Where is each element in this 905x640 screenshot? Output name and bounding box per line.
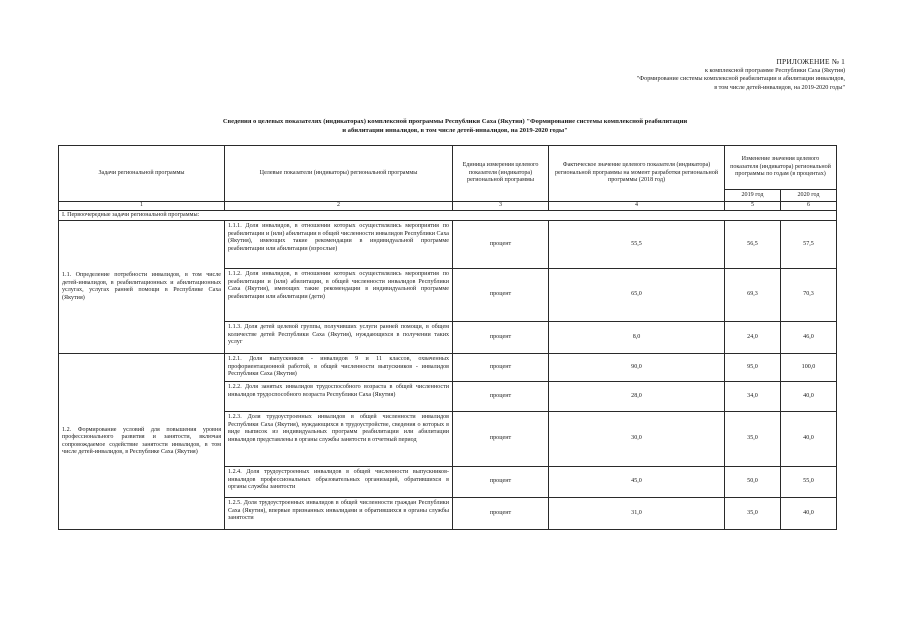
value-2019-cell: 56,5 [725,221,781,269]
unit-cell: процент [453,412,549,467]
value-2019-cell: 34,0 [725,382,781,412]
fact-cell: 55,5 [549,221,725,269]
table-row [59,221,837,269]
section-row [59,210,837,221]
value-2020-cell: 46,0 [781,322,837,354]
fact-cell: 65,0 [549,269,725,322]
value-2020-cell: 40,0 [781,412,837,467]
column-numbers-row [59,202,837,211]
unit-cell: процент [453,322,549,354]
appendix-line-3: в том числе детей-инвалидов, на 2019-2020 годы" [714,83,845,91]
value-2020-cell: 70,3 [781,269,837,322]
document-title [160,117,750,135]
unit-cell: процент [453,354,549,382]
indicators-table [58,145,837,530]
header-indicators: Целевые показатели (индикаторы) региональной программы [225,146,453,202]
fact-cell: 45,0 [549,467,725,498]
header-unit: Единица измерения целевого показателя (индикатора) региональной программы [453,146,549,202]
indicator-cell: 1.2.3. Доля трудоустроенных инвалидов в общей численности инвалидов Республики Саха (Якутия), нуждающихся в трудоустройстве, сведения о которых в виде выписок из индивидуальных программ реабилитации или абилитации инвалидов представлены в органы службы занятости в отчетный период [225,412,453,467]
title-line-2: и абилитации инвалидов, в том числе детей-инвалидов, на 2019-2020 годы" [342,127,568,134]
value-2019-cell: 24,0 [725,322,781,354]
column-number: 4 [549,202,725,211]
fact-cell: 8,0 [549,322,725,354]
task-cell: 1.2. Формирование условий для повышения уровня профессионального развития и занятости, включая сопровождаемое содействие занятости инвалидов, в том числе детей-инвалидов, в Республике Саха (Якутия) [59,354,225,530]
appendix-header [545,58,845,92]
header-year-2019: 2019 год [725,190,781,202]
value-2020-cell: 40,0 [781,498,837,530]
column-number: 1 [59,202,225,211]
appendix-heading: ПРИЛОЖЕНИЕ № 1 [776,57,845,66]
indicator-cell: 1.2.4. Доля трудоустроенных инвалидов в общей численности выпускников-инвалидов профессиональных образовательных организаций, обратившихся в органы службы занятости [225,467,453,498]
value-2020-cell: 55,0 [781,467,837,498]
fact-cell: 30,0 [549,412,725,467]
indicator-cell: 1.2.1. Доля выпускников - инвалидов 9 и 11 классов, охваченных профориентационной работой, в общей численности выпускников - инвалидов Республики Саха (Якутия) [225,354,453,382]
unit-cell: процент [453,382,549,412]
indicator-cell: 1.1.3. Доля детей целевой группы, получивших услуги ранней помощи, в общем количестве детей Республики Саха (Якутия), нуждающихся в получении таких услуг [225,322,453,354]
column-number: 5 [725,202,781,211]
value-2019-cell: 35,0 [725,412,781,467]
value-2020-cell: 40,0 [781,382,837,412]
table-row [59,354,837,382]
indicator-cell: 1.1.1. Доля инвалидов, в отношении которых осуществлялись мероприятия по реабилитации и (или) абилитации в общей численности инвалидов Республики Саха (Якутия), имеющих такие рекомендации в индивидуальной программе реабилитации или абилитации (взрослые) [225,221,453,269]
fact-cell: 31,0 [549,498,725,530]
task-cell: 1.1. Определение потребности инвалидов, в том числе детей-инвалидов, в реабилитационных и абилитационных услугах, услугах ранней помощи в Республике Саха (Якутия) [59,221,225,354]
value-2020-cell: 57,5 [781,221,837,269]
column-number: 3 [453,202,549,211]
value-2019-cell: 69,3 [725,269,781,322]
title-line-1: Сведения о целевых показателях (индикаторах) комплексной программы Республики Саха (Якутия) "Формирование системы комплексной реабилитации [222,118,688,125]
header-change: Изменение значения целевого показателя (индикатора) региональной программы по годам (в процентах) [725,146,837,190]
unit-cell: процент [453,498,549,530]
indicator-cell: 1.2.5. Доля трудоустроенных инвалидов в общей численности граждан Республики Саха (Якутия), впервые признанных инвалидами и обратившихся в органы службы занятости [225,498,453,530]
unit-cell: процент [453,221,549,269]
column-number: 2 [225,202,453,211]
column-number: 6 [781,202,837,211]
fact-cell: 90,0 [549,354,725,382]
section-title: I. Первоочередные задачи региональной программы: [59,210,837,221]
header-tasks: Задачи региональной программы [59,146,225,202]
header-row [59,146,837,190]
value-2019-cell: 95,0 [725,354,781,382]
value-2019-cell: 35,0 [725,498,781,530]
unit-cell: процент [453,467,549,498]
value-2019-cell: 50,0 [725,467,781,498]
indicator-cell: 1.2.2. Доля занятых инвалидов трудоспособного возраста в общей численности инвалидов трудоспособного возраста Республики Саха (Якутия) [225,382,453,412]
fact-cell: 28,0 [549,382,725,412]
unit-cell: процент [453,269,549,322]
header-year-2020: 2020 год [781,190,837,202]
indicator-cell: 1.1.2. Доля инвалидов, в отношении которых осуществлялись мероприятия по реабилитации и (или) абилитации, в общей численности инвалидов Республики Саха (Якутия), имеющих такие рекомендации в индивидуальной программе реабилитации или абилитации (дети) [225,269,453,322]
appendix-line-1: к комплексной программе Республики Саха (Якутия) [704,66,845,74]
header-fact: Фактическое значение целевого показателя (индикатора) региональной программы на момент разработки региональной программы (2018 год) [549,146,725,202]
appendix-line-2: "Формирование системы комплексной реабилитации и абилитации инвалидов, [636,75,845,83]
value-2020-cell: 100,0 [781,354,837,382]
